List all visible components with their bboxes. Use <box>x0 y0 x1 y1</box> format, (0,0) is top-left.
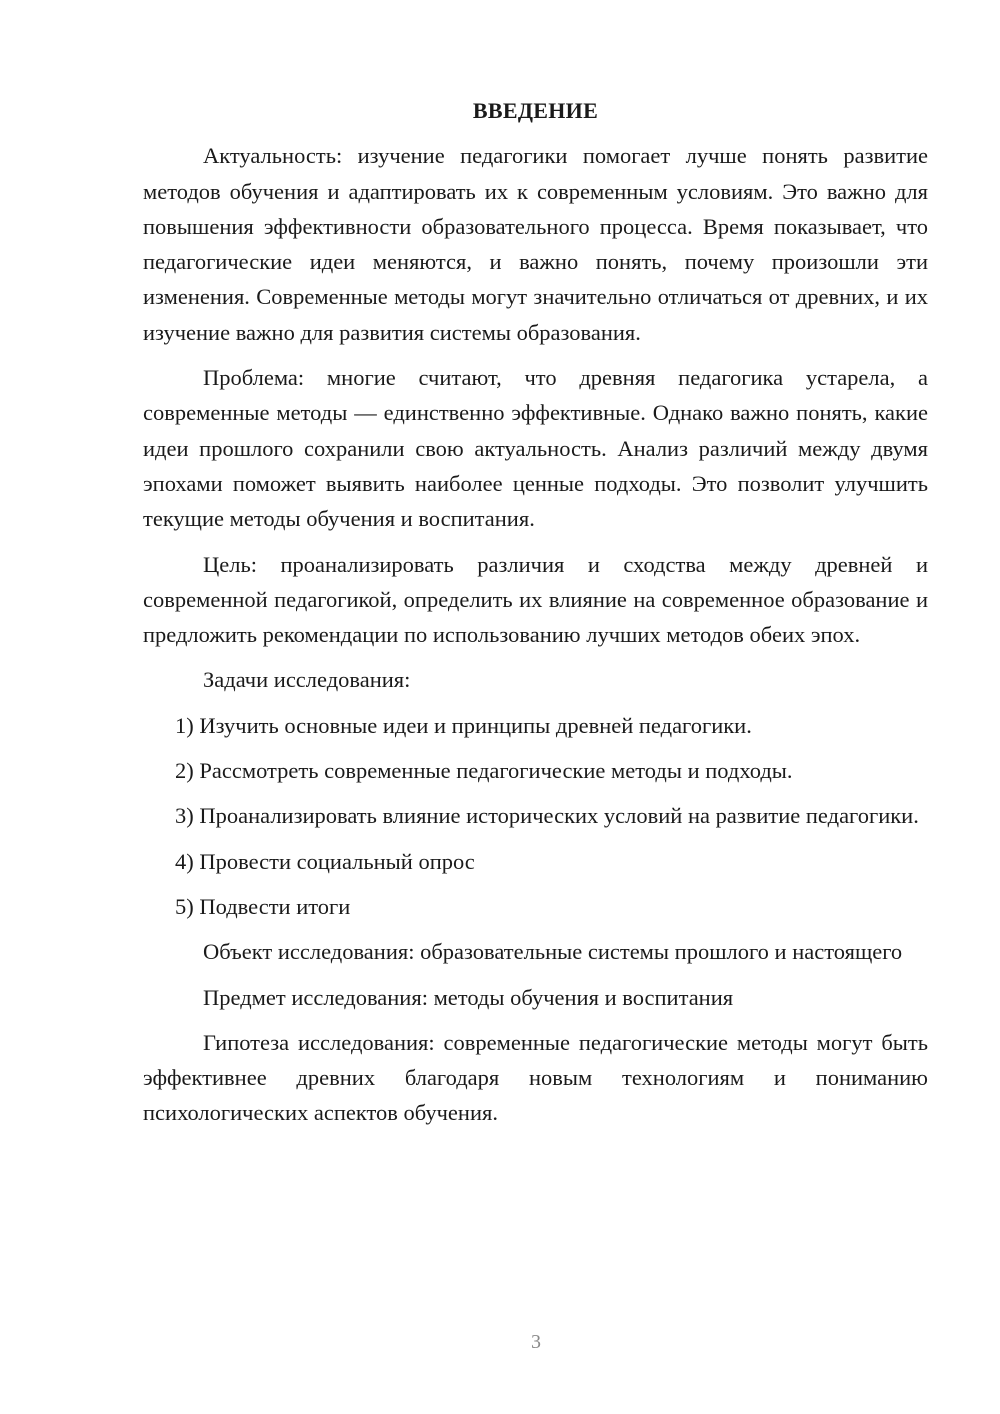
task-item: 1) Изучить основные идеи и принципы древней педагогики. <box>175 712 752 738</box>
section-heading: ВВЕДЕНИЕ <box>472 98 599 123</box>
goal-paragraph: Цель: проанализировать различия и сходства между древней и современной педагогикой, определить их влияние на современное образование и предложить рекомендации по использованию лучших методов обеих эпох. <box>143 551 928 648</box>
tasks-intro: Задачи исследования: <box>203 667 411 693</box>
page-number: 3 <box>531 1331 541 1353</box>
task-item: 2) Рассмотреть современные педагогические методы и подходы. <box>175 758 793 784</box>
hypothesis-paragraph: Гипотеза исследования: современные педагогические методы могут быть эффективнее древних благодаря новым технологиям и пониманию психологических аспектов обучения. <box>143 1029 928 1126</box>
page-content <box>143 93 928 1131</box>
problem-paragraph: Проблема: многие считают, что древняя педагогика устарела, а современные методы — единственно эффективные. Однако важно понять, какие идеи прошлого сохранили свою актуальность. Анализ различий между двумя эпохами поможет выявить наиболее ценные подходы. Это позволит улучшить текущие методы обучения и воспитания. <box>143 365 928 532</box>
task-item: 4) Провести социальный опрос <box>175 848 475 874</box>
relevance-paragraph: Актуальность: изучение педагогики помогает лучше понять развитие методов обучения и адаптировать их к современным условиям. Это важно для повышения эффективности образовательного процесса. Время показывает, что педагогические идеи меняются, и важно понять, почему произошли эти изменения. Современные методы могут значительно отличаться от древних, и их изучение важно для развития системы образования. <box>143 143 928 345</box>
task-item: 5) Подвести итоги <box>175 893 351 919</box>
task-item: 3) Проанализировать влияние исторических условий на развитие педагогики. <box>175 803 919 829</box>
tasks-list <box>143 708 928 924</box>
object-paragraph: Объект исследования: образовательные системы прошлого и настоящего <box>203 939 903 965</box>
subject-paragraph: Предмет исследования: методы обучения и воспитания <box>203 984 734 1010</box>
